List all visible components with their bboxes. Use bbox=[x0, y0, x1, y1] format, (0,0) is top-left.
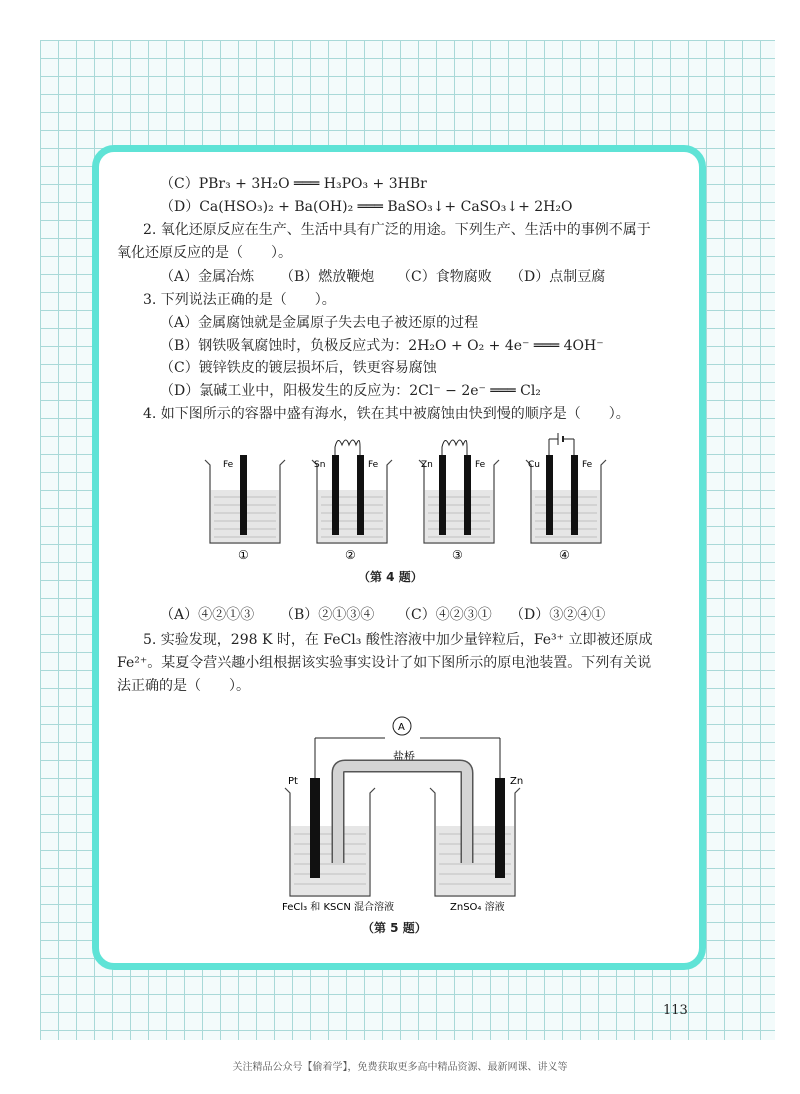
electrode-right-label: Fe bbox=[582, 460, 593, 470]
q5-stem-line1: 5. 实验发现，298 K 时，在 FeCl₃ 酸性溶液中加少量锌粒后，Fe³⁺ 立即被还原成 bbox=[143, 632, 653, 648]
q3-option-a: （A）金属腐蚀就是金属原子失去电子被还原的过程 bbox=[160, 315, 479, 331]
q4-beakers-figure bbox=[195, 425, 615, 575]
q1-option-d: （D）Ca(HSO₃)₂ + Ba(OH)₂ ═══ BaSO₃↓+ CaSO₃↓+ 2H₂O bbox=[160, 199, 573, 215]
beaker-number: ④ bbox=[559, 548, 570, 562]
q5-caption: （第 5 题） bbox=[362, 921, 427, 935]
pt-electrode bbox=[310, 778, 320, 878]
beaker-3 bbox=[419, 440, 499, 562]
beaker-number: ① bbox=[238, 548, 249, 562]
q3-option-b-equation: 2H₂O + O₂ + 4e⁻ ═══ 4OH⁻ bbox=[408, 338, 604, 354]
q4-stem: 4. 如下图所示的容器中盛有海水，铁在其中被腐蚀由快到慢的顺序是（ ）。 bbox=[143, 406, 630, 422]
q3-option-c: （C）镀锌铁皮的镀层损坏后，铁更容易腐蚀 bbox=[160, 360, 437, 376]
electrode-right-label: Fe bbox=[368, 460, 379, 470]
zn-electrode bbox=[495, 778, 505, 878]
beaker-1 bbox=[205, 455, 285, 562]
electrode-right bbox=[464, 455, 471, 535]
q3-option-d-equation: 2Cl⁻ − 2e⁻ ═══ Cl₂ bbox=[409, 383, 541, 399]
q2-option-b: （B）燃放鞭炮 bbox=[280, 269, 375, 285]
q4-caption: （第 4 题） bbox=[358, 570, 423, 584]
q4-option-d: （D）③②④① bbox=[510, 607, 606, 623]
wire-coil-icon bbox=[335, 440, 360, 455]
left-solution-label: FeCl₃ 和 KSCN 混合溶液 bbox=[282, 902, 395, 913]
electrode-left bbox=[546, 455, 553, 535]
electrode-fe bbox=[240, 455, 247, 535]
q1-option-c: （C）PBr₃ + 3H₂O ═══ H₃PO₃ + 3HBr bbox=[160, 176, 427, 192]
beaker-number: ② bbox=[345, 548, 356, 562]
q3-option-d: （D）氯碱工业中，阳极发生的反应为：2Cl⁻ − 2e⁻ ═══ Cl₂ bbox=[160, 383, 541, 399]
electrode-right-label: Fe bbox=[475, 460, 486, 470]
electrode-right bbox=[357, 455, 364, 535]
q4-option-b: （B）②①③④ bbox=[280, 607, 375, 623]
footer-note: 关注精品公众号【偷着学】，免费获取更多高中精品资源、最新网课、讲义等 bbox=[232, 1062, 568, 1073]
electrode-left bbox=[439, 455, 446, 535]
beaker-4 bbox=[526, 433, 606, 562]
ammeter-label: A bbox=[398, 722, 405, 733]
left-electrode-label: Pt bbox=[288, 776, 298, 787]
q2-option-d: （D）点制豆腐 bbox=[510, 269, 606, 285]
q3-option-b: （B）钢铁吸氧腐蚀时，负极反应式为：2H₂O + O₂ + 4e⁻ ═══ 4OH⁻ bbox=[160, 338, 604, 354]
electrode-left-label: Fe bbox=[223, 460, 234, 470]
q2-option-c: （C）食物腐败 bbox=[397, 269, 492, 285]
electrode-left-label: Sn bbox=[314, 460, 326, 470]
electrode-right bbox=[571, 455, 578, 535]
electrode-left bbox=[332, 455, 339, 535]
q4-option-a: （A）④②①③ bbox=[160, 607, 255, 623]
electrode-left-label: Cu bbox=[528, 460, 540, 470]
q5-cell-figure bbox=[270, 722, 550, 913]
beaker-2 bbox=[312, 440, 392, 562]
beaker-number: ③ bbox=[452, 548, 463, 562]
electrode-left-label: Zn bbox=[421, 460, 433, 470]
q2-option-a: （A）金属冶炼 bbox=[160, 269, 255, 285]
salt-bridge-label: 盐桥 bbox=[393, 750, 415, 763]
q2-stem-line1: 2. 氧化还原反应在生产、生活中具有广泛的用途。下列生产、生活中的事例不属于 bbox=[143, 222, 651, 238]
right-solution-label: ZnSO₄ 溶液 bbox=[450, 902, 505, 913]
q5-stem-line2: Fe²⁺。某夏令营兴趣小组根据该实验事实设计了如下图所示的原电池装置。下列有关说 bbox=[117, 655, 652, 671]
q2-stem-line2: 氧化还原反应的是（ ）。 bbox=[117, 245, 292, 261]
page-number: 113 bbox=[663, 1003, 688, 1018]
wire-coil-icon bbox=[442, 440, 467, 455]
q4-option-c: （C）④②③① bbox=[397, 607, 492, 623]
right-electrode-label: Zn bbox=[510, 776, 524, 787]
q3-stem: 3. 下列说法正确的是（ ）。 bbox=[143, 292, 336, 308]
q5-stem-line3: 法正确的是（ ）。 bbox=[117, 678, 250, 694]
